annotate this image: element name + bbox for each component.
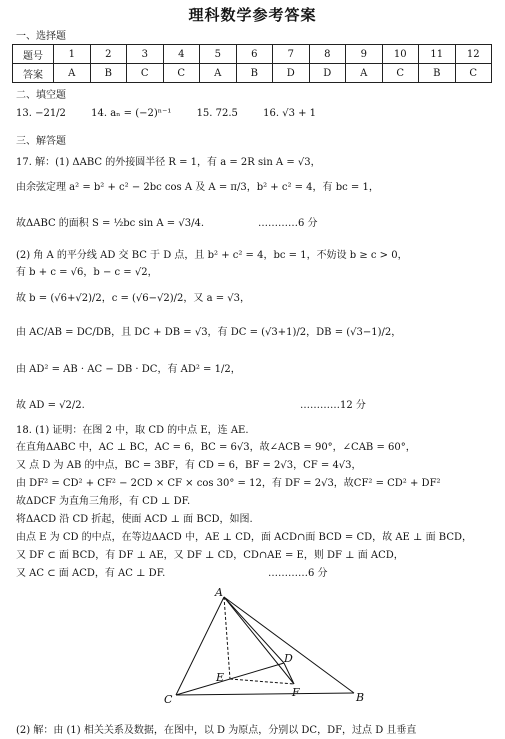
table-cell: 12 (455, 45, 492, 64)
table-row (13, 45, 492, 64)
table-cell: 2 (90, 45, 127, 64)
table-cell: 10 (382, 45, 419, 64)
table-cell: A (346, 64, 383, 83)
label-E: E (216, 671, 225, 684)
fill-answers (16, 108, 338, 119)
table-cell: 3 (127, 45, 164, 64)
p17-line-9: 故 AD = √2/2. (16, 400, 85, 411)
section-solution-heading: 三、解答题 (16, 136, 66, 147)
label-F: F (292, 686, 300, 699)
folded-triangle-figure (160, 585, 370, 707)
p17-score-1: …………6 分 (258, 218, 318, 229)
p18-line-2: 在直角ΔABC 中，AC ⊥ BC，AC = 6，BC = 6√3，故∠ACB = 90°，∠CAB = 60°， (16, 442, 416, 453)
page-title: 理科数学参考答案 (188, 6, 317, 24)
p18-line-3: 又 点 D 为 AB 的中点，BC = 3BF，有 CD = 6，BF = 2√3，CF = 4√3， (16, 460, 362, 471)
table-cell: 1 (54, 45, 91, 64)
table-cell: 4 (163, 45, 200, 64)
edge-CB (176, 693, 354, 695)
label-C: C (164, 693, 173, 706)
p17-line-3: 故ΔABC 的面积 S = ½bc sin A = √3/4. (16, 218, 204, 229)
table-header-cell: 答案 (13, 64, 54, 83)
edge-EF (230, 679, 294, 684)
section-fill-heading: 二、填空题 (16, 90, 66, 101)
table-cell: A (54, 64, 91, 83)
p18-score-1: …………6 分 (268, 568, 328, 579)
p17-score-2: …………12 分 (300, 400, 366, 411)
section-choice-heading: 一、选择题 (16, 31, 66, 42)
table-cell: C (382, 64, 419, 83)
p17-line-1: 17. 解：(1) ΔABC 的外接圆半径 R = 1，有 a = 2R sin A = √3， (16, 157, 321, 168)
fill-answer-16: 16. √3 + 1 (263, 108, 317, 119)
table-cell: C (127, 64, 164, 83)
table-cell: 9 (346, 45, 383, 64)
edge-AE (224, 597, 230, 679)
p18-line-7: 由点 E 为 CD 的中点，在等边ΔACD 中，AE ⊥ CD，面 ACD∩面 BCD = CD，故 AE ⊥ 面 BCD， (16, 532, 473, 543)
table-cell: 6 (236, 45, 273, 64)
p18-line-6: 将ΔACD 沿 CD 折起，使面 ACD ⊥ 面 BCD，如图. (16, 514, 253, 525)
table-cell: 7 (273, 45, 310, 64)
table-row (13, 64, 492, 83)
p17-line-6: 故 b = (√6+√2)/2，c = (√6−√2)/2，又 a = √3， (16, 293, 251, 304)
p17-line-4: (2) 角 A 的平分线 AD 交 BC 于 D 点，且 b² + c² = 4，bc = 1，不妨设 b ≥ c > 0， (16, 250, 408, 261)
table-cell: 5 (200, 45, 237, 64)
p17-line-7: 由 AC/AB = DC/DB，且 DC + DB = √3，有 DC = (√3+1)/2，DB = (√3−1)/2， (16, 327, 402, 338)
table-cell: D (273, 64, 310, 83)
edge-AB (224, 597, 354, 693)
p18-line-4: 由 DF² = CD² + CF² − 2CD × CF × cos 30° = 12，有 DF = 2√3，故CF² = CD² + DF² (16, 478, 441, 489)
table-cell: B (236, 64, 273, 83)
table-cell: C (163, 64, 200, 83)
label-D: D (284, 652, 293, 665)
p18-line-9: 又 AC ⊂ 面 ACD，有 AC ⊥ DF. (16, 568, 166, 579)
table-header-cell: 题号 (13, 45, 54, 64)
table-cell: B (90, 64, 127, 83)
table-cell: B (419, 64, 456, 83)
answer-table (12, 44, 492, 83)
table-cell: 11 (419, 45, 456, 64)
table-cell: A (200, 64, 237, 83)
p18-line-5: 故ΔDCF 为直角三角形，有 CD ⊥ DF. (16, 496, 191, 507)
p17-line-8: 由 AD² = AB · AC − DB · DC，有 AD² = 1/2， (16, 364, 241, 375)
table-cell: D (309, 64, 346, 83)
edge-AD (224, 597, 284, 663)
label-B: B (356, 691, 365, 704)
table-cell: C (455, 64, 492, 83)
p18-line-8: 又 DF ⊂ 面 BCD，有 DF ⊥ AE，又 DF ⊥ CD，CD∩AE = E，则 DF ⊥ 面 ACD， (16, 550, 404, 561)
p18-line-10: (2) 解：由 (1) 相关关系及数据，在图中，以 D 为原点，分别以 DC，DF，过点 D 且垂直 (16, 725, 417, 736)
p17-line-5: 有 b + c = √6，b − c = √2， (16, 267, 158, 278)
table-cell: 8 (309, 45, 346, 64)
p18-line-1: 18. (1) 证明：在图 2 中，取 CD 的中点 E，连 AE. (16, 425, 249, 436)
label-A: A (215, 586, 223, 599)
p17-line-2: 由余弦定理 a² = b² + c² − 2bc cos A 及 A = π/3，b² + c² = 4，有 bc = 1， (16, 182, 379, 193)
fill-answer-13: 13. −21/2 (16, 108, 66, 119)
fill-answer-14: 14. aₙ = (−2)ⁿ⁻¹ (91, 108, 172, 119)
fill-answer-15: 15. 72.5 (196, 108, 238, 119)
